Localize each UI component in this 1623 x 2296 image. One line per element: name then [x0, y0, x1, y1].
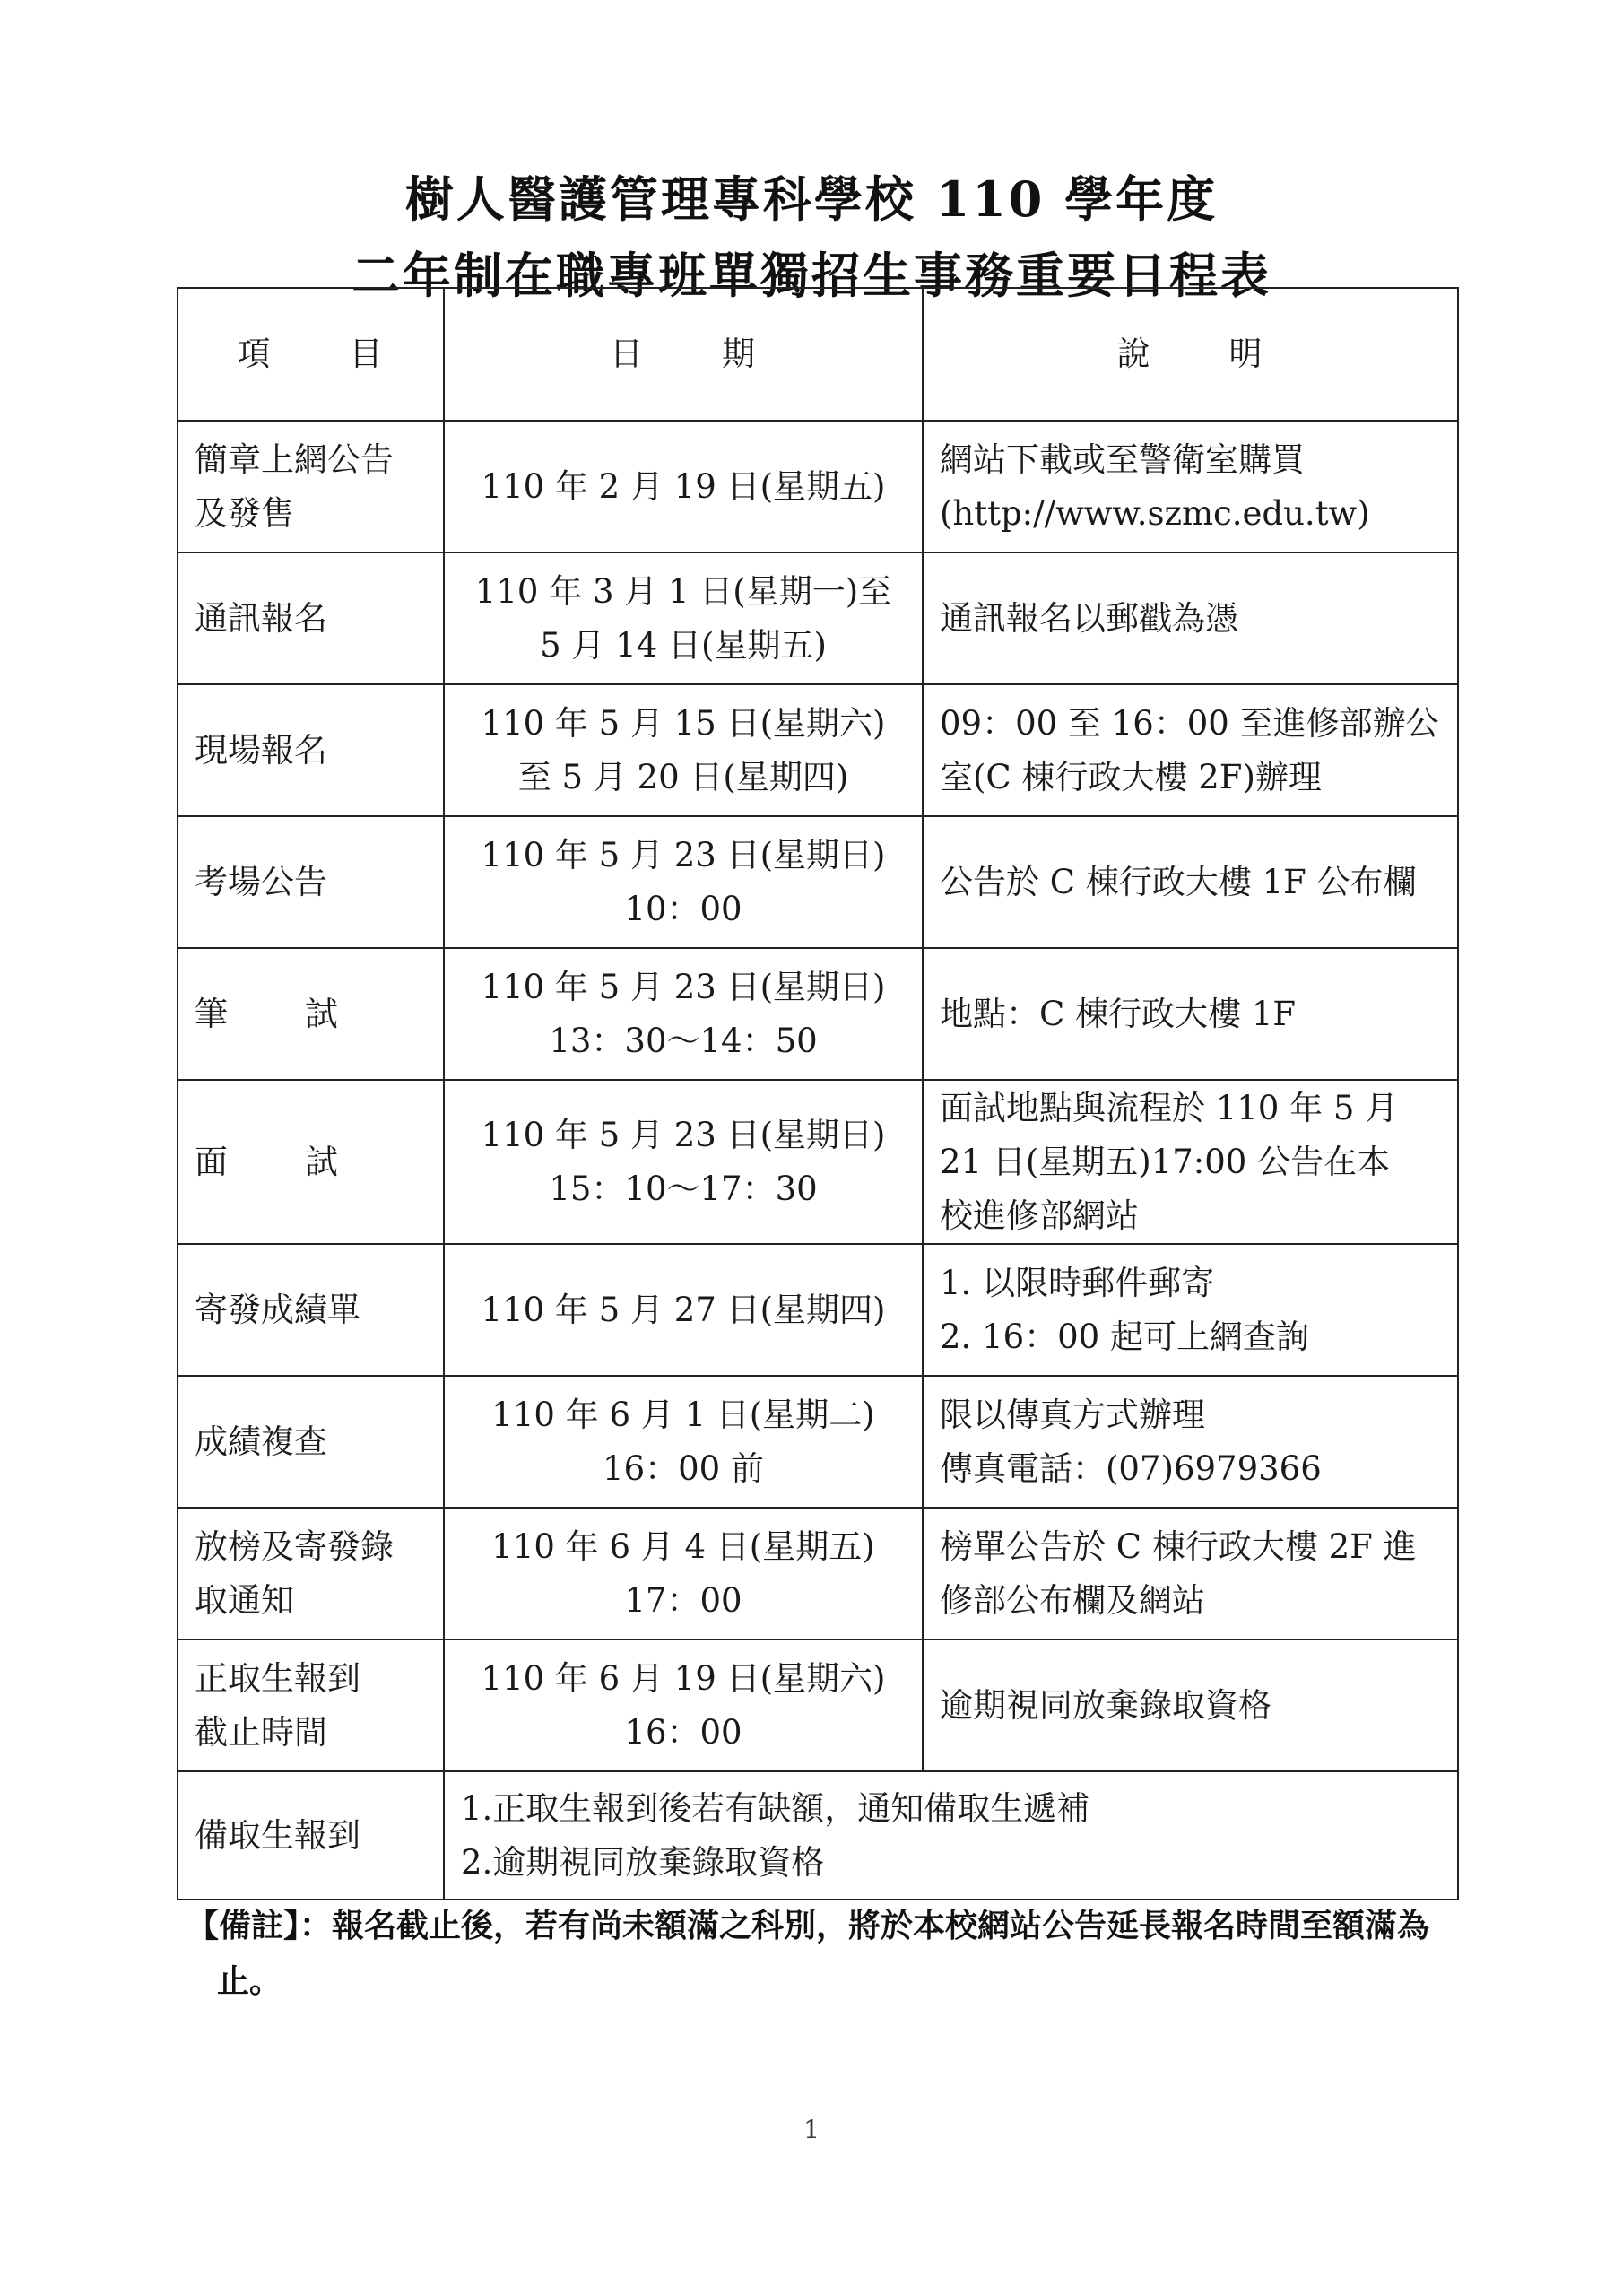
row-date-text: 5 月 14 日(星期五) — [540, 625, 827, 665]
row-description-text: 09：00 至 16：00 至進修部辦公 — [940, 703, 1439, 743]
table-header-row — [178, 288, 1458, 421]
row-item-cell — [178, 1080, 444, 1244]
row-item-cell — [178, 1376, 444, 1508]
row-item-text: 備取生報到 — [195, 1815, 360, 1855]
column-header-desc-char-1: 說 — [1116, 335, 1152, 373]
row-item-cell — [178, 421, 444, 552]
row-date-text: 17：00 — [624, 1580, 742, 1620]
row-description-text: 修部公布欄及網站 — [940, 1580, 1205, 1620]
row-description-cell — [923, 421, 1458, 552]
row-description-cell — [923, 1080, 1458, 1244]
table-row — [178, 421, 1458, 552]
row-item-text: 及發售 — [195, 493, 294, 533]
row-date-cell — [444, 1508, 923, 1639]
row-date-text: 10：00 — [624, 889, 742, 928]
row-description-cell — [923, 1508, 1458, 1639]
row-description-cell — [923, 1639, 1458, 1771]
row-item-text: 現場報名 — [195, 730, 327, 770]
column-header-item-char-2: 目 — [349, 335, 385, 373]
row-item-text: 正取生報到 — [195, 1658, 360, 1698]
row-date-text: 16：00 — [624, 1712, 742, 1752]
row-date-text: 13：30～14：50 — [549, 1021, 818, 1060]
row-description-text: 公告於 C 棟行政大樓 1F 公布欄 — [940, 862, 1417, 901]
row-date-cell — [444, 948, 923, 1080]
row-item-text: 考場公告 — [195, 862, 327, 901]
row-date-text: 110 年 5 月 27 日(星期四) — [481, 1290, 886, 1329]
table-row — [178, 1771, 1458, 1900]
row-date-text: 15：10～17：30 — [549, 1169, 818, 1208]
row-date-text: 110 年 3 月 1 日(星期一)至 — [474, 571, 892, 611]
row-description-text: 傳真電話：(07)6979366 — [940, 1448, 1322, 1488]
remarks-text-line-2: 止。 — [217, 1962, 282, 2000]
row-item-char-1: 面 — [195, 1142, 228, 1181]
table-row — [178, 1639, 1458, 1771]
row-item-cell — [178, 684, 444, 816]
row-date-cell — [444, 1080, 923, 1244]
column-header-date-char-2: 期 — [722, 335, 757, 373]
row-item-text: 取通知 — [195, 1580, 294, 1620]
row-item-text — [195, 987, 427, 1041]
row-date-cell — [444, 684, 923, 816]
row-description-text: 逾期視同放棄錄取資格 — [940, 1685, 1271, 1725]
document-title-line-1: 樹人醫護管理專科學校 110 學年度 — [404, 170, 1219, 228]
row-description-text: 2. 16：00 起可上網查詢 — [940, 1317, 1309, 1356]
row-description-cell — [923, 816, 1458, 948]
row-merged-text: 2.逾期視同放棄錄取資格 — [461, 1842, 825, 1882]
schedule-table — [177, 287, 1459, 1900]
row-date-text: 110 年 6 月 19 日(星期六) — [481, 1658, 886, 1698]
row-description-cell — [923, 1376, 1458, 1508]
row-item-cell — [178, 948, 444, 1080]
column-header-date — [444, 288, 923, 421]
row-description-text: 21 日(星期五)17:00 公告在本 — [940, 1142, 1391, 1181]
row-merged-text: 1.正取生報到後若有缺額，通知備取生遞補 — [461, 1788, 1090, 1828]
remarks-note — [187, 1898, 1460, 2009]
row-item-cell — [178, 816, 444, 948]
row-date-text: 110 年 5 月 23 日(星期日) — [481, 967, 886, 1006]
row-date-cell — [444, 552, 923, 684]
table-row — [178, 1376, 1458, 1508]
row-item-char-2: 試 — [305, 994, 338, 1033]
row-item-text: 寄發成績單 — [195, 1290, 360, 1329]
table-row — [178, 816, 1458, 948]
row-date-text: 16：00 前 — [603, 1448, 764, 1488]
row-description-text: 限以傳真方式辦理 — [940, 1395, 1205, 1434]
row-date-text: 110 年 5 月 23 日(星期日) — [481, 1115, 886, 1154]
row-item-text: 成績複查 — [195, 1422, 327, 1461]
row-date-text: 110 年 6 月 1 日(星期二) — [491, 1395, 875, 1434]
row-description-text: 榜單公告於 C 棟行政大樓 2F 進 — [940, 1526, 1417, 1566]
column-header-date-char-1: 日 — [610, 335, 645, 373]
row-description-cell — [923, 552, 1458, 684]
row-date-cell — [444, 1639, 923, 1771]
table-row — [178, 1244, 1458, 1376]
row-description-cell — [923, 948, 1458, 1080]
row-description-cell — [923, 684, 1458, 816]
table-row — [178, 684, 1458, 816]
table-row — [178, 948, 1458, 1080]
row-description-link-text: (http://www.szmc.edu.tw) — [940, 493, 1370, 533]
row-description-text: 校進修部網站 — [940, 1196, 1139, 1235]
remarks-text-line-1: ：報名截止後，若有尚未額滿之科別，將於本校網站公告延長報名時間至額滿為 — [299, 1907, 1430, 1944]
row-description-text: 室(C 棟行政大樓 2F)辦理 — [940, 757, 1322, 796]
row-date-text: 110 年 5 月 15 日(星期六) — [481, 703, 886, 743]
row-item-text: 截止時間 — [195, 1712, 327, 1752]
document-title-line-2: 二年制在職專班單獨招生事務重要日程表 — [352, 247, 1271, 304]
row-description-text: 1. 以限時郵件郵寄 — [940, 1263, 1215, 1302]
row-date-cell — [444, 1244, 923, 1376]
column-header-item-char-1: 項 — [237, 335, 273, 373]
row-description-text: 面試地點與流程於 110 年 5 月 — [940, 1088, 1399, 1127]
row-date-cell — [444, 816, 923, 948]
row-date-text: 110 年 5 月 23 日(星期日) — [481, 835, 886, 874]
page-number: 1 — [803, 2115, 820, 2144]
row-description-text: 通訊報名以郵戳為憑 — [940, 598, 1238, 638]
column-header-description — [923, 288, 1458, 421]
row-item-text — [195, 1135, 427, 1189]
row-date-text: 110 年 6 月 4 日(星期五) — [491, 1526, 875, 1566]
row-date-text: 至 5 月 20 日(星期四) — [517, 757, 849, 796]
row-description-text: 網站下載或至警衛室購買 — [940, 439, 1305, 479]
column-header-item — [178, 288, 444, 421]
row-item-char-2: 試 — [305, 1142, 338, 1181]
table-row — [178, 552, 1458, 684]
row-item-cell — [178, 1508, 444, 1639]
row-merged-cell — [444, 1771, 1458, 1900]
row-item-cell — [178, 1244, 444, 1376]
row-item-text: 放榜及寄發錄 — [195, 1526, 394, 1566]
row-item-cell — [178, 1771, 444, 1900]
row-item-cell — [178, 1639, 444, 1771]
table-row — [178, 1508, 1458, 1639]
row-item-text: 通訊報名 — [195, 598, 327, 638]
row-item-char-1: 筆 — [195, 994, 228, 1033]
row-item-text: 簡章上網公告 — [195, 439, 394, 479]
row-date-cell — [444, 421, 923, 552]
row-date-text: 110 年 2 月 19 日(星期五) — [481, 466, 886, 506]
row-date-cell — [444, 1376, 923, 1508]
column-header-desc-char-2: 明 — [1228, 335, 1264, 373]
remarks-tag: 【備註】 — [187, 1907, 300, 1944]
row-item-cell — [178, 552, 444, 684]
row-description-text: 地點：C 棟行政大樓 1F — [940, 994, 1297, 1033]
table-row — [178, 1080, 1458, 1244]
row-description-cell — [923, 1244, 1458, 1376]
